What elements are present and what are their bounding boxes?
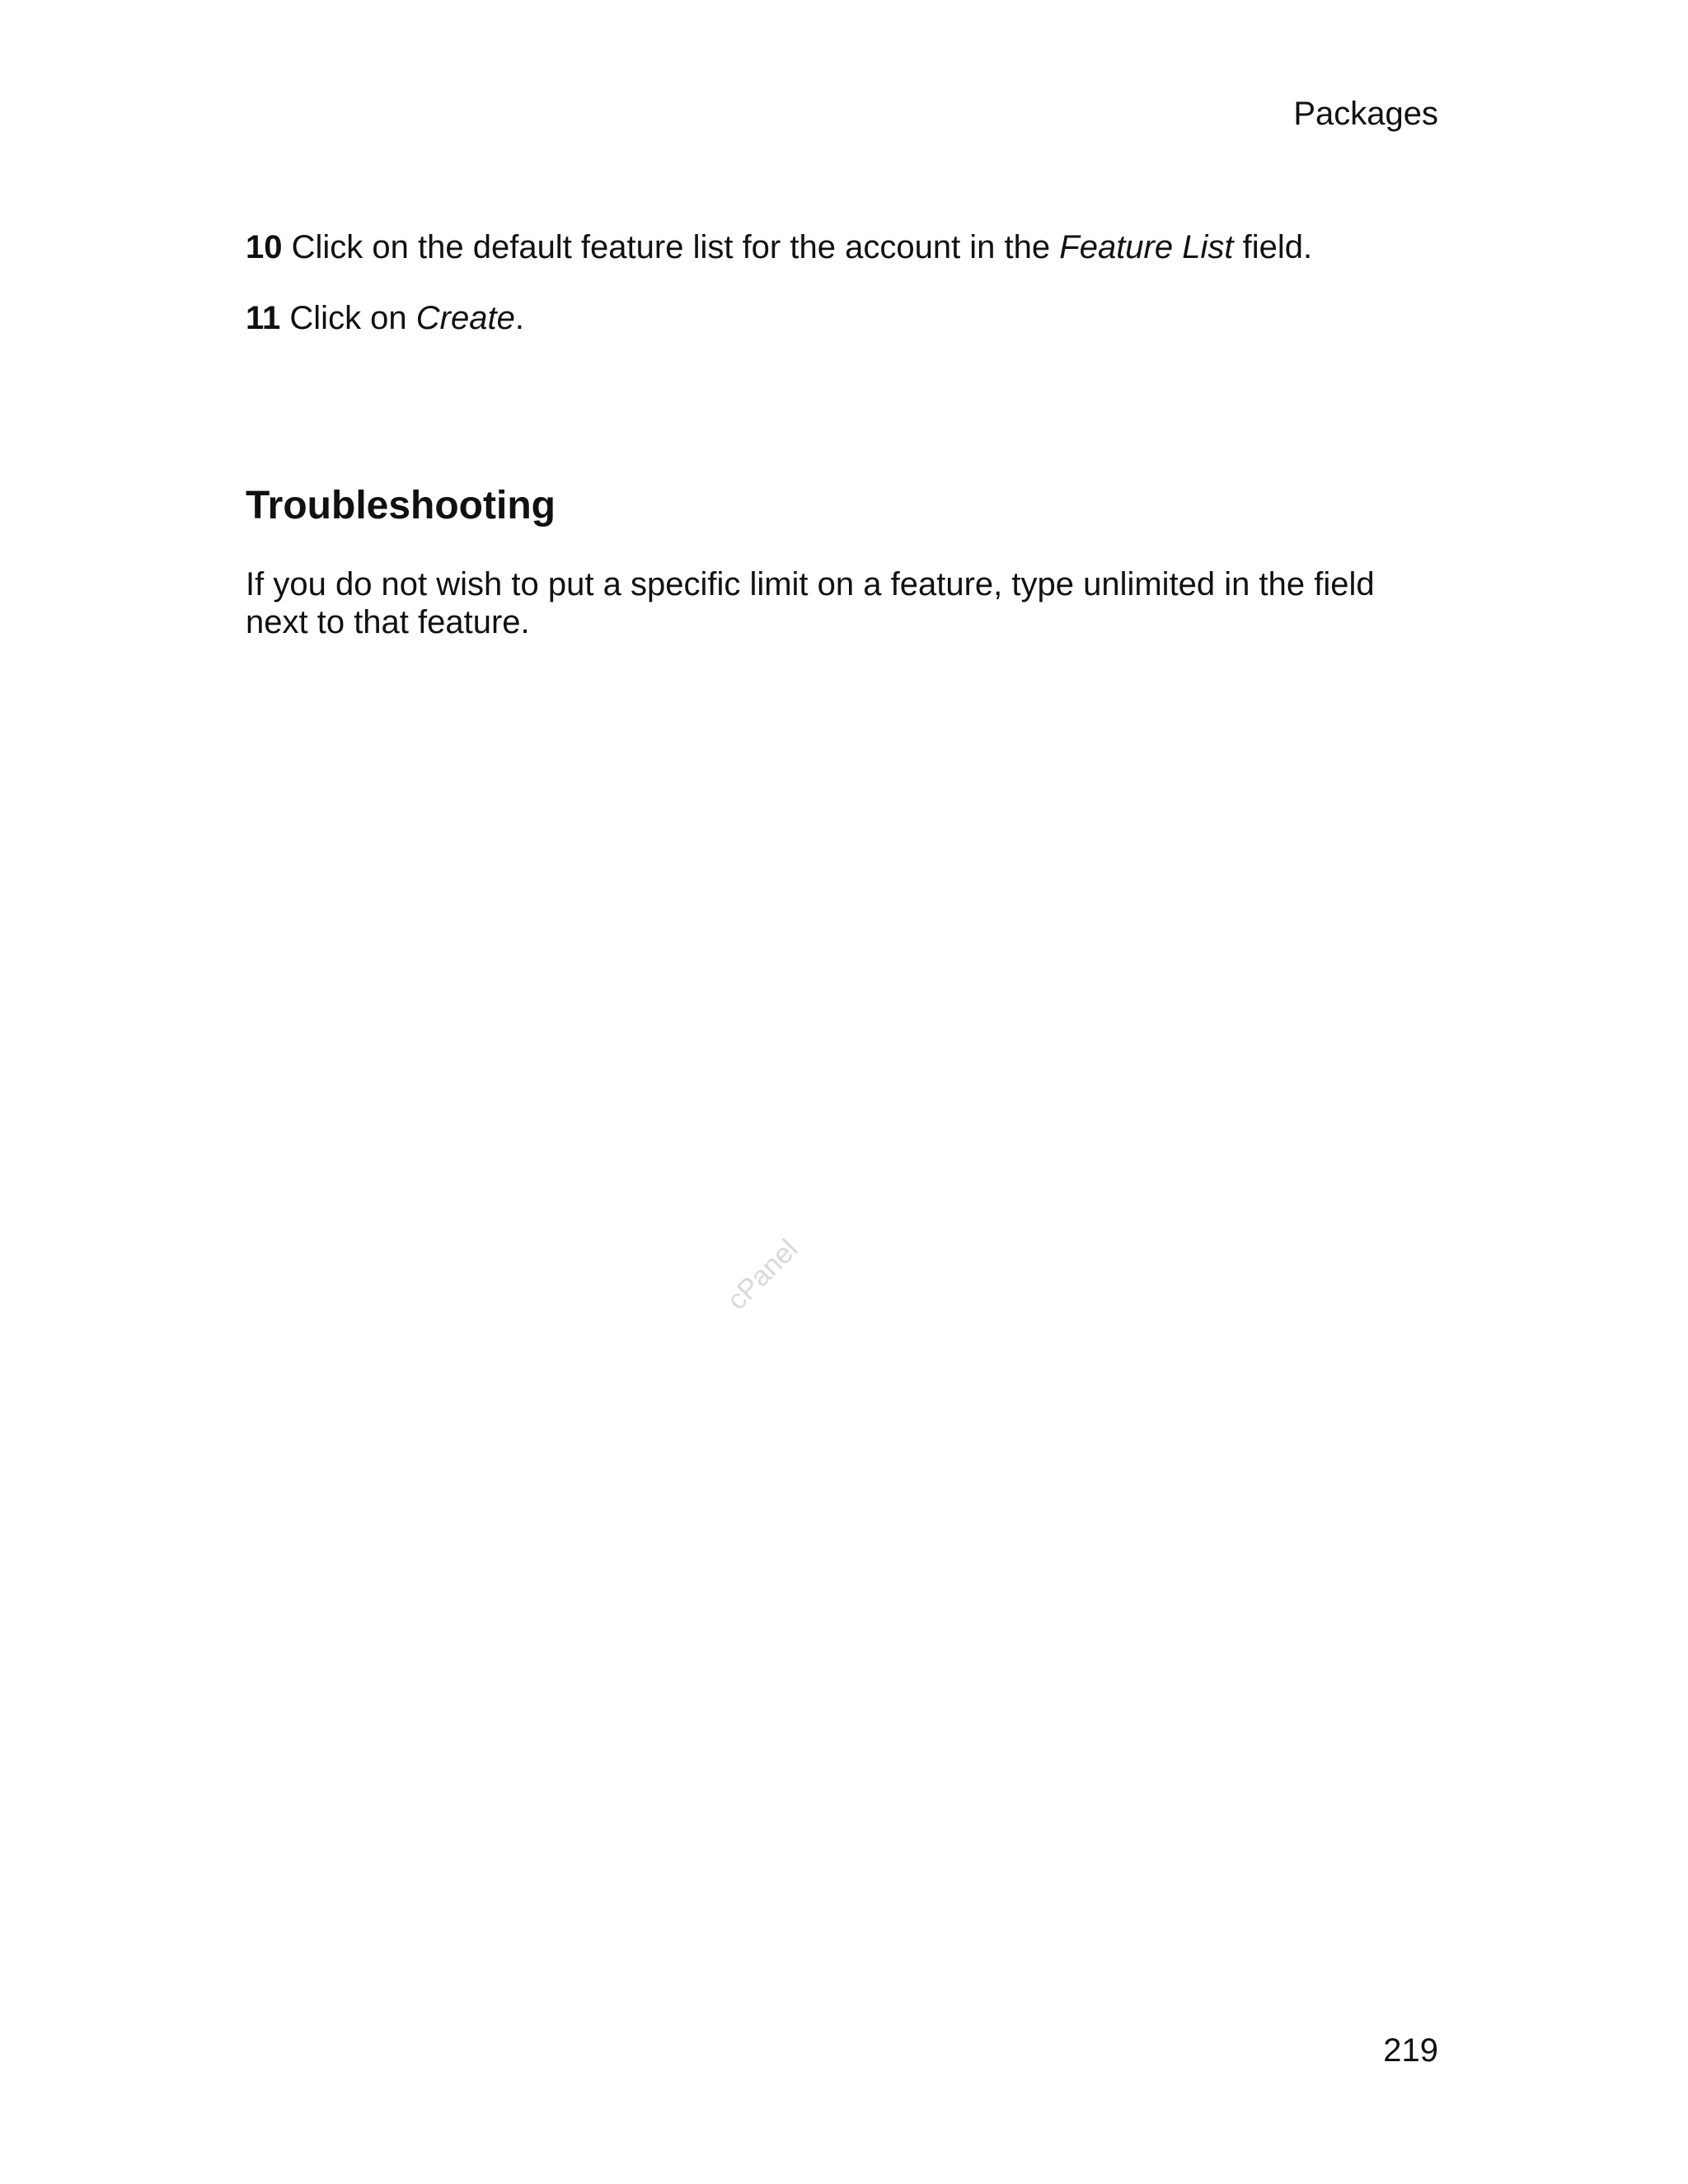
step-emphasis: Feature List (1059, 229, 1234, 265)
running-header: Packages (1293, 96, 1438, 132)
step-number: 11 (246, 300, 281, 336)
step-11 (246, 298, 524, 338)
step-number: 10 (246, 229, 283, 265)
step-text: Click on the default feature list for the account in the (282, 229, 1060, 265)
step-text: Click on (280, 300, 416, 336)
page-number: 219 (1383, 2032, 1438, 2069)
troubleshooting-paragraph: If you do not wish to put a specific limit on a feature, type unlimited in the field next to that feature. (246, 566, 1375, 640)
step-text-end: . (514, 300, 524, 336)
step-text-end: field. (1233, 229, 1313, 265)
step-10 (246, 227, 1312, 267)
step-emphasis: Create (415, 300, 515, 336)
section-heading: Troubleshooting (246, 484, 556, 527)
watermark: cPanel (721, 1233, 804, 1316)
